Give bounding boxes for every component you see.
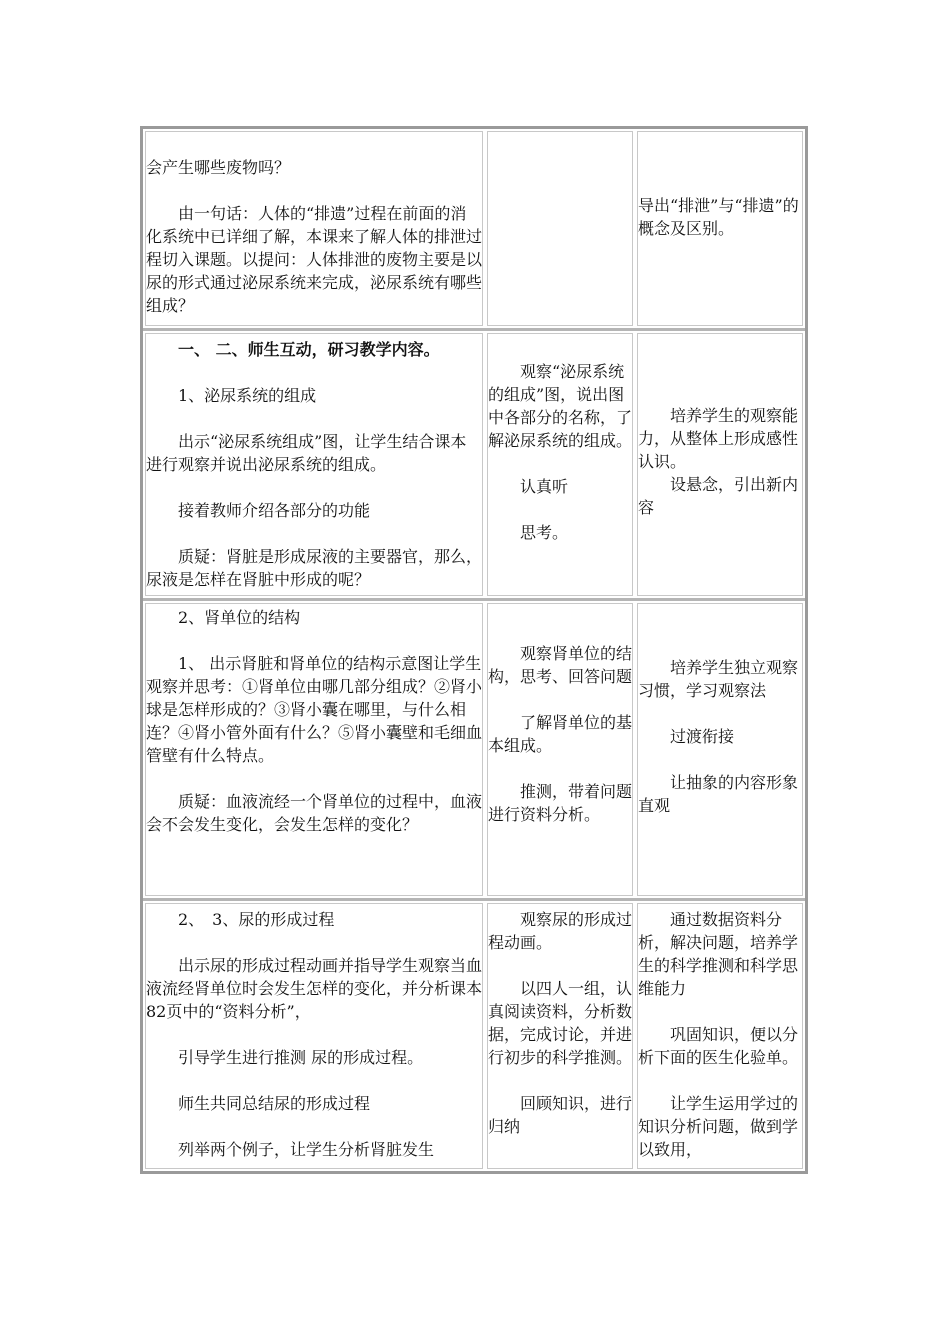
- cell-text: 2、肾单位的结构: [178, 608, 301, 627]
- cell-text: 通过数据资料分析，解决问题，培养学生的科学推测和科学思维能力: [638, 910, 799, 998]
- cell-text: 接着教师介绍各部分的功能: [178, 501, 371, 520]
- cell-text: 出示“泌尿系统组成”图，让学生结合课本进行观察并说出泌尿系统的组成。: [146, 432, 467, 474]
- lesson-plan-table: [140, 126, 808, 1174]
- teaching-process-cell: [145, 903, 483, 1169]
- cell-text: 会产生哪些废物吗？: [146, 158, 291, 177]
- cell-text: 师生共同总结尿的形成过程: [178, 1094, 371, 1113]
- teaching-process-cell: [145, 333, 483, 596]
- design-intent-cell: [637, 603, 803, 896]
- cell-text: 观察“泌尿系统的组成”图，说出图中各部分的名称，了解泌尿系统的组成。: [488, 362, 633, 450]
- cell-text: 推测，带着问题进行资料分析。: [488, 782, 633, 824]
- cell-text: 1、 出示肾脏和肾单位的结构示意图让学生观察并思考：①肾单位由哪几部分组成？②肾小球是怎样形成的？③肾小囊在哪里，与什么相连？④肾小管外面有什么？⑤肾小囊壁和毛细血管壁有什么特点。: [146, 654, 483, 765]
- student-activity-cell: [487, 603, 633, 896]
- cell-text: 以四人一组，认真阅读资料，分析数据，完成讨论，并进行初步的科学推测。: [488, 979, 633, 1067]
- table-row: [143, 601, 805, 901]
- cell-text: 培养学生的观察能力，从整体上形成感性认识。: [638, 406, 799, 471]
- cell-text: 质疑：肾脏是形成尿液的主要器官，那么，尿液是怎样在肾脏中形成的呢？: [146, 547, 483, 589]
- cell-text: 1、泌尿系统的组成: [178, 386, 317, 405]
- table-row: [143, 901, 805, 1171]
- cell-text: 让学生运用学过的知识分析问题，做到学以致用，: [638, 1094, 799, 1159]
- cell-text: 列举两个例子，让学生分析肾脏发生: [178, 1140, 435, 1159]
- table-row: [143, 129, 805, 331]
- cell-text: 思考。: [520, 523, 569, 542]
- cell-text: 巩固知识，便以分析下面的医生化验单。: [638, 1025, 799, 1067]
- cell-text: 由一句话：人体的“排遗”过程在前面的消化系统中已详细了解，本课来了解人体的排泄过程切入课题。以提问：人体排泄的废物主要是以尿的形式通过泌尿系统来完成，泌尿系统有哪些组成？: [146, 204, 483, 315]
- student-activity-cell: [487, 333, 633, 596]
- teaching-process-cell: [145, 603, 483, 896]
- student-activity-cell: [487, 903, 633, 1169]
- cell-text: 过渡衔接: [670, 727, 735, 746]
- cell-text: 了解肾单位的基本组成。: [488, 713, 633, 755]
- cell-text: 引导学生进行推测 尿的形成过程。: [178, 1048, 424, 1067]
- cell-text: 出示尿的形成过程动画并指导学生观察当血液流经肾单位时会发生怎样的变化，并分析课本82页中的“资料分析”，: [146, 956, 483, 1021]
- cell-text: 认真听: [520, 477, 569, 496]
- design-intent-cell: [637, 903, 803, 1169]
- cell-text: 让抽象的内容形象直观: [638, 773, 799, 815]
- design-intent-cell: [637, 131, 803, 326]
- cell-text: 设悬念，引出新内容: [638, 475, 799, 517]
- cell-text: 观察尿的形成过程动画。: [488, 910, 633, 952]
- cell-text: 回顾知识，进行归纳: [488, 1094, 633, 1136]
- cell-text: 培养学生独立观察习惯，学习观察法: [638, 658, 799, 700]
- cell-text: 质疑：血液流经一个肾单位的过程中，血液会不会发生变化，会发生怎样的变化？: [146, 792, 483, 834]
- cell-text: 观察肾单位的结构，思考、回答问题: [488, 644, 633, 686]
- student-activity-cell: [487, 131, 633, 326]
- cell-text: 导出“排泄”与“排遗”的概念及区别。: [638, 196, 799, 238]
- design-intent-cell: [637, 333, 803, 596]
- cell-text: 2、 3、尿的形成过程: [178, 910, 335, 929]
- table-row: [143, 331, 805, 601]
- teaching-process-cell: [145, 131, 483, 326]
- section-heading: 一、 二、师生互动，研习教学内容。: [178, 340, 440, 359]
